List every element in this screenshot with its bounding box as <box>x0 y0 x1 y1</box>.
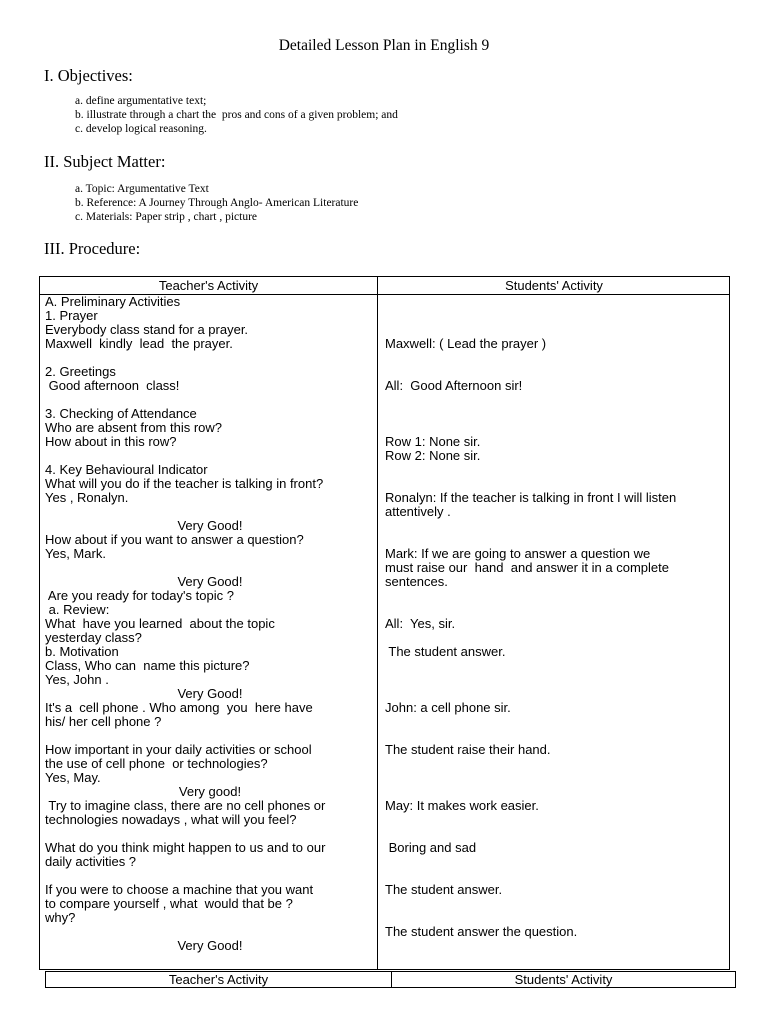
students-activity-line <box>385 785 725 799</box>
students-activity-line <box>385 869 725 883</box>
students-activity-line <box>385 813 725 827</box>
students-activity-line: The student raise their hand. <box>385 742 551 757</box>
students-activity-line <box>385 533 725 547</box>
teacher-activity-line: daily activities ? <box>45 854 137 869</box>
students-activity-line: The student answer. <box>385 882 503 897</box>
students-activity-line: All: Good Afternoon sir! <box>385 378 523 393</box>
students-activity-line <box>385 673 725 687</box>
teacher-activity-line: How about in this row? <box>45 434 177 449</box>
students-activity-line: Maxwell: ( Lead the prayer ) <box>385 336 547 351</box>
teacher-activity-line: Try to imagine class, there are no cell phones or <box>45 798 326 813</box>
students-activity-line <box>385 477 725 491</box>
students-activity-header: Students' Activity <box>514 972 613 987</box>
teacher-activity-line: What have you learned about the topic <box>45 616 275 631</box>
teacher-activity-line: to compare yourself , what would that be ? <box>45 896 293 911</box>
objective-item: a. define argumentative text; <box>75 95 207 107</box>
teacher-activity-line <box>45 561 375 575</box>
students-activity-line <box>385 309 725 323</box>
subject-matter-heading: II. Subject Matter: <box>44 152 166 171</box>
subject-matter-item: c. Materials: Paper strip , chart , picture <box>75 211 258 223</box>
students-activity-line <box>385 603 725 617</box>
teacher-activity-line: A. Preliminary Activities <box>45 294 181 309</box>
students-activity-line <box>385 715 725 729</box>
teacher-activity-line: It's a cell phone . Who among you here have <box>45 700 313 715</box>
teacher-activity-line: the use of cell phone or technologies? <box>45 756 268 771</box>
teacher-activity-line: a. Review: <box>45 602 110 617</box>
students-activity-line: All: Yes, sir. <box>385 616 456 631</box>
teacher-activity-line <box>45 729 375 743</box>
procedure-table-continued <box>45 971 736 988</box>
students-activity-line: sentences. <box>385 574 448 589</box>
teacher-activity-line: Everybody class stand for a prayer. <box>45 322 249 337</box>
students-activity-line: Row 2: None sir. <box>385 448 481 463</box>
teacher-activity-line <box>45 449 375 463</box>
teacher-activity-line: 3. Checking of Attendance <box>45 406 197 421</box>
teacher-activity-line: Who are absent from this row? <box>45 420 223 435</box>
teacher-activity-line: Very Good! <box>177 938 243 953</box>
students-activity-line <box>385 729 725 743</box>
teacher-activity-header: Teacher's Activity <box>168 972 269 987</box>
objectives-heading: I. Objectives: <box>44 66 133 85</box>
students-activity-line: Row 1: None sir. <box>385 434 481 449</box>
students-activity-line: The student answer the question. <box>385 924 578 939</box>
teacher-activity-line: What do you think might happen to us and to our <box>45 840 326 855</box>
teacher-activity-line: Class, Who can name this picture? <box>45 658 250 673</box>
teacher-activity-line: How about if you want to answer a question? <box>45 532 304 547</box>
teacher-activity-line <box>45 351 375 365</box>
teacher-activity-line <box>45 505 375 519</box>
students-activity-line <box>385 897 725 911</box>
students-activity-line <box>385 687 725 701</box>
students-activity-line: John: a cell phone sir. <box>385 700 511 715</box>
students-activity-line <box>385 393 725 407</box>
teacher-activity-line: why? <box>45 910 76 925</box>
students-activity-header: Students' Activity <box>505 278 603 293</box>
teacher-activity-line: Very good! <box>178 784 242 799</box>
teacher-activity-cell <box>45 295 375 953</box>
subject-matter-list <box>75 182 358 224</box>
students-activity-line <box>385 757 725 771</box>
subject-matter-item: a. Topic: Argumentative Text <box>75 183 209 195</box>
teacher-activity-line: If you were to choose a machine that you want <box>45 882 314 897</box>
teacher-activity-line: Maxwell kindly lead the prayer. <box>45 336 233 351</box>
teacher-activity-line: Yes , Ronalyn. <box>45 490 129 505</box>
column-divider <box>377 277 378 969</box>
students-activity-line: Ronalyn: If the teacher is talking in front I will listen <box>385 490 677 505</box>
teacher-activity-line <box>45 827 375 841</box>
teacher-activity-line: Very Good! <box>177 574 243 589</box>
students-activity-line: May: It makes work easier. <box>385 798 539 813</box>
teacher-activity-line: 1. Prayer <box>45 308 98 323</box>
students-activity-line <box>385 519 725 533</box>
objective-item: b. illustrate through a chart the pros and cons of a given problem; and <box>75 109 398 121</box>
teacher-activity-line: technologies nowadays , what will you feel? <box>45 812 297 827</box>
objectives-list <box>75 94 398 136</box>
students-activity-line <box>385 421 725 435</box>
teacher-activity-line: 4. Key Behavioural Indicator <box>45 462 208 477</box>
teacher-activity-line: Yes, Mark. <box>45 546 106 561</box>
teacher-activity-line: How important in your daily activities or school <box>45 742 312 757</box>
teacher-activity-line: Yes, John . <box>45 672 109 687</box>
objective-item: c. develop logical reasoning. <box>75 123 207 135</box>
students-activity-line <box>385 631 725 645</box>
students-activity-line: must raise our hand and answer it in a complete <box>385 560 669 575</box>
students-activity-line <box>385 463 725 477</box>
teacher-activity-line: Are you ready for today's topic ? <box>45 588 234 603</box>
students-activity-line <box>385 351 725 365</box>
teacher-activity-line: Very Good! <box>177 518 243 533</box>
students-activity-line <box>385 323 725 337</box>
teacher-activity-line <box>45 393 375 407</box>
students-activity-line: Mark: If we are going to answer a question we <box>385 546 651 561</box>
students-activity-line: attentively . <box>385 504 451 519</box>
teacher-activity-line: Very Good! <box>177 686 243 701</box>
teacher-activity-line <box>45 869 375 883</box>
teacher-activity-line: What will you do if the teacher is talking in front? <box>45 476 324 491</box>
subject-matter-item: b. Reference: A Journey Through Anglo- American Literature <box>75 197 359 209</box>
teacher-activity-header: Teacher's Activity <box>158 278 259 293</box>
students-activity-line <box>385 771 725 785</box>
teacher-activity-line: Yes, May. <box>45 770 101 785</box>
teacher-activity-line: his/ her cell phone ? <box>45 714 162 729</box>
procedure-heading: III. Procedure: <box>44 239 141 258</box>
teacher-activity-line: b. Motivation <box>45 644 119 659</box>
students-activity-line: Boring and sad <box>385 840 477 855</box>
students-activity-cell <box>385 295 725 939</box>
students-activity-line <box>385 295 725 309</box>
teacher-activity-line: 2. Greetings <box>45 364 116 379</box>
students-activity-line: The student answer. <box>385 644 506 659</box>
teacher-activity-line: yesterday class? <box>45 630 142 645</box>
students-activity-line <box>385 659 725 673</box>
document-title: Detailed Lesson Plan in English 9 <box>278 37 490 54</box>
teacher-activity-line <box>45 925 375 939</box>
procedure-table <box>39 276 730 970</box>
students-activity-line <box>385 407 725 421</box>
students-activity-line <box>385 855 725 869</box>
teacher-activity-line: Good afternoon class! <box>45 378 180 393</box>
students-activity-line <box>385 911 725 925</box>
students-activity-line <box>385 365 725 379</box>
students-activity-line <box>385 589 725 603</box>
students-activity-line <box>385 827 725 841</box>
